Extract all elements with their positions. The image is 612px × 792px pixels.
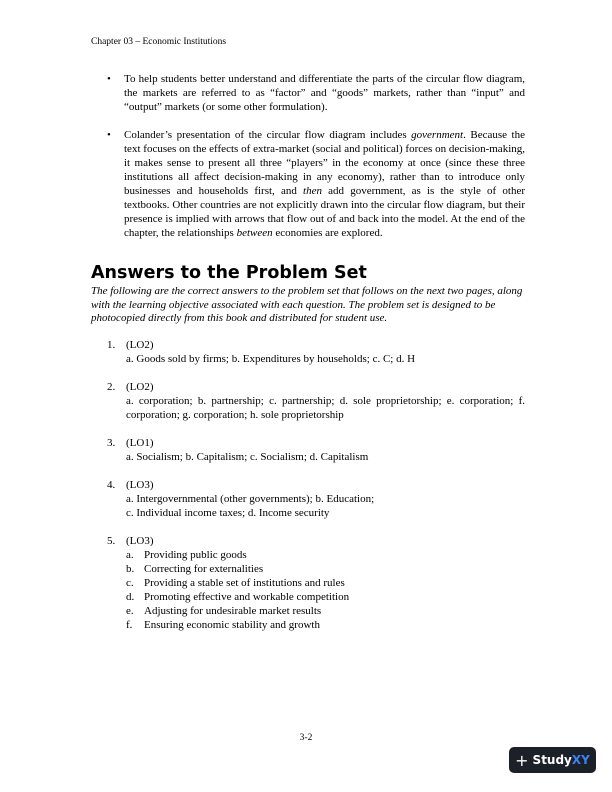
answer-item-2: 2. (LO2) a. corporation; b. partnership; c. partnership; d. sole proprietorship; e. corporation; f. corporation; g. corporation; h. sole proprietorship xyxy=(107,381,525,421)
answer-list xyxy=(107,338,525,646)
sub-item: c. Providing a stable set of institutions and rules xyxy=(126,577,345,589)
answer-item-5: 5. (LO3) a. Providing public goods b. Correcting for externalities c. Providing a stable set of institutions and rules d. Promoting effective and workable competition e. Adjusting for undesirable market results f. Ensuring economic stability and growth xyxy=(107,534,525,632)
running-header: Chapter 03 – Economic Institutions xyxy=(91,37,227,47)
page-number: 3-2 xyxy=(299,733,313,743)
sub-item: d. Promoting effective and workable competition xyxy=(126,591,350,603)
sub-item: b. Correcting for externalities xyxy=(126,563,264,575)
section-heading: Answers to the Problem Set xyxy=(91,263,367,283)
answer-item-3: 3. (LO1) a. Socialism; b. Capitalism; c. Socialism; d. Capitalism xyxy=(107,437,369,463)
bullet-list xyxy=(107,72,525,254)
answer-item-1: 1. (LO2) a. Goods sold by firms; b. Expenditures by households; c. C; d. H xyxy=(107,339,416,365)
bullet-dot: • xyxy=(107,73,111,85)
section-intro: The following are the correct answers to the problem set that follows on the next two pages, along with the learning objective associated with each question. The problem set is designed to be photocopied directly from this book and distributed for student use. xyxy=(91,285,523,324)
sub-item: e. Adjusting for undesirable market results xyxy=(126,605,322,617)
bullet-item-government: • Colander’s presentation of the circular flow diagram includes government. Because the text focuses on the effects of extra-market (social and political) forces on decision-making, it makes sense to present all three “players” in the economy at once (since these three institutions all affect decision-making in any economy), rather than to introduce only businesses and households first, and then add government, as is the style of other textbooks. Other countries are not explicitly drawn into the circular flow diagram, but their presence is implied with arrows that flow out of and back into the model. At the end of the chapter, the relationships between economies are explored. xyxy=(107,129,525,239)
bullet-dot: • xyxy=(107,129,111,141)
bullet-item-circular-flow: • To help students better understand and differentiate the parts of the circular flow diagram, the markets are referred to as “factor” and “goods” markets, rather than “input” and “output” markets (or some other formulation). xyxy=(107,73,525,113)
answer-item-4: 4. (LO3) a. Intergovernmental (other governments); b. Education; c. Individual income taxes; d. Income security xyxy=(107,479,375,519)
sub-item: a. Providing public goods xyxy=(126,549,247,561)
studyxy-logo[interactable]: + Study XY xyxy=(509,747,596,773)
plus-icon: + xyxy=(515,750,529,770)
sub-item: f. Ensuring economic stability and growth xyxy=(126,619,320,631)
answer-5-sublist xyxy=(126,548,525,632)
